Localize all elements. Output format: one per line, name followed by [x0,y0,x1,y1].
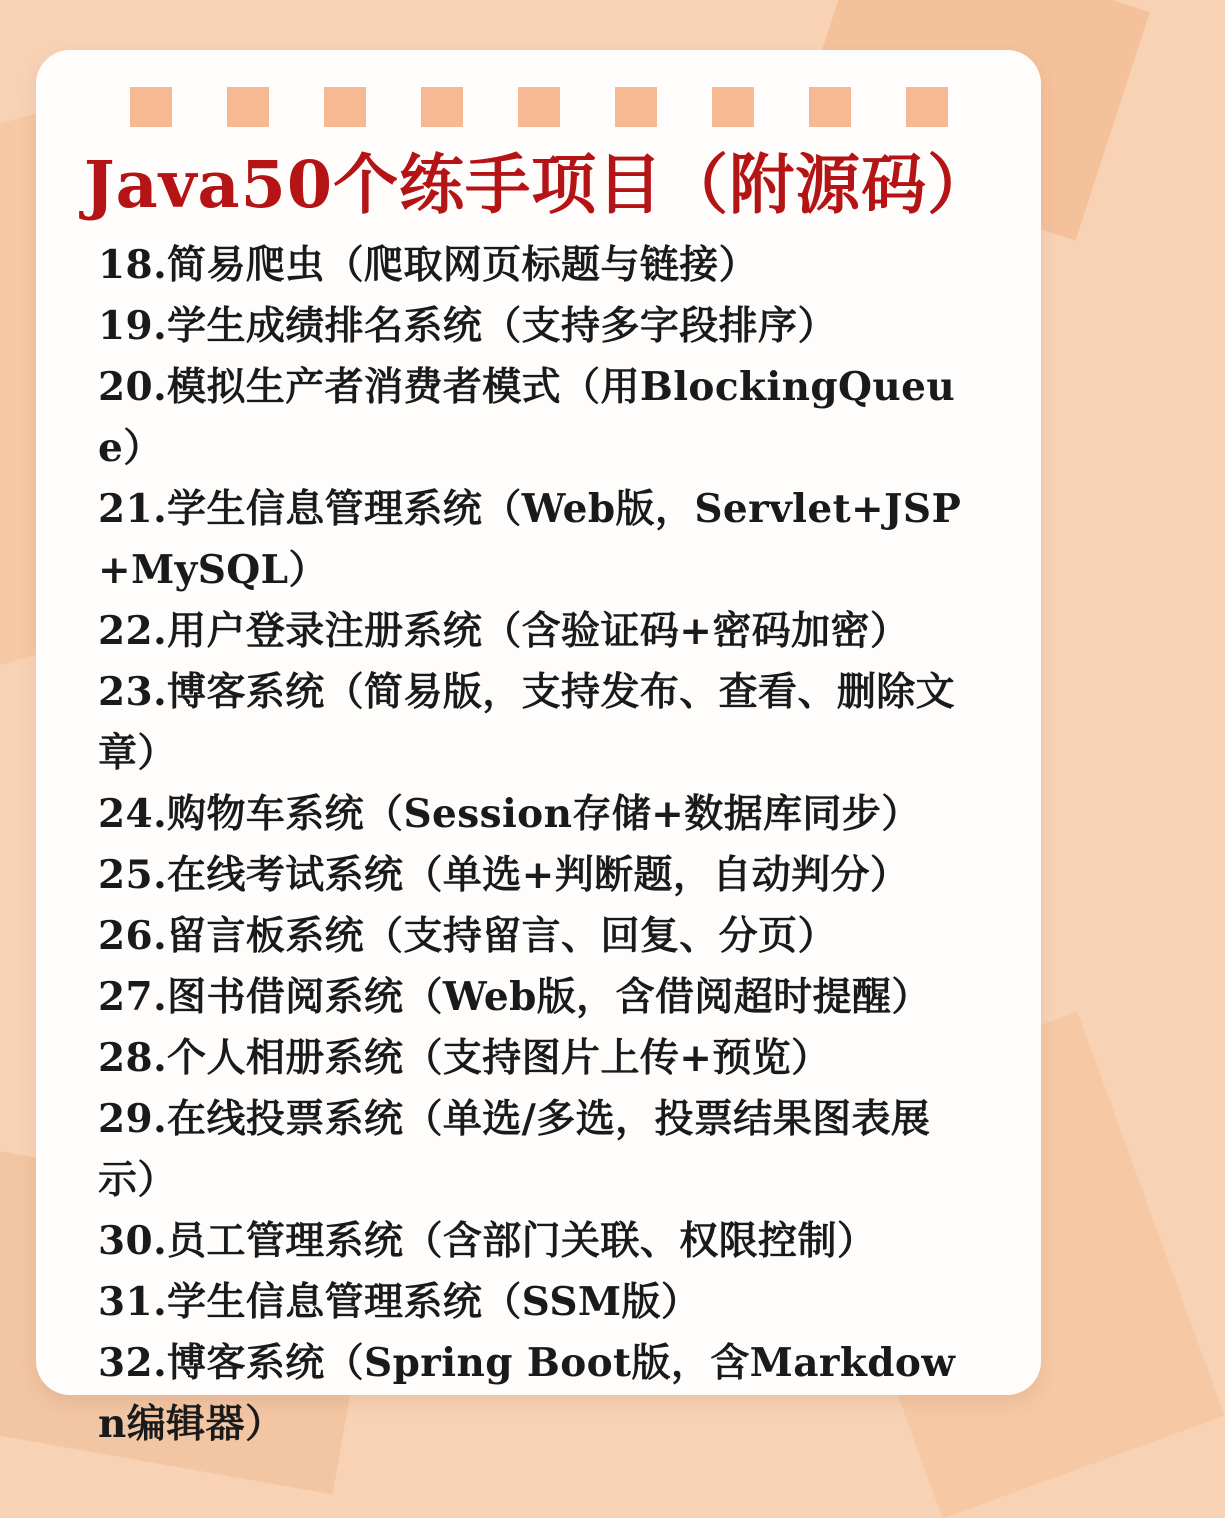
binding-hole [130,87,172,127]
project-item: 29.在线投票系统（单选/多选，投票结果图表展示） [98,1096,931,1203]
project-item: 27.图书借阅系统（Web版，含借阅超时提醒） [98,974,931,1020]
binding-hole [712,87,754,127]
binding-hole [809,87,851,127]
project-item: 21.学生信息管理系统（Web版，Servlet+JSP+MySQL） [98,486,962,593]
page-title: Java50个练手项目（附源码） [83,147,994,223]
binding-hole [324,87,366,127]
project-item: 18.简易爬虫（爬取网页标题与链接） [98,242,759,288]
project-item: 31.学生信息管理系统（SSM版） [98,1279,701,1325]
project-item: 23.博客系统（简易版，支持发布、查看、删除文章） [98,669,956,776]
project-item: 32.博客系统（Spring Boot版，含Markdown编辑器） [98,1340,956,1447]
project-item: 30.员工管理系统（含部门关联、权限控制） [98,1218,877,1264]
binding-hole [518,87,560,127]
project-item: 20.模拟生产者消费者模式（用BlockingQueue） [98,364,956,471]
binding-hole [421,87,463,127]
project-item: 19.学生成绩排名系统（支持多字段排序） [98,303,837,349]
notepad-card [36,50,1041,1447]
binding-hole [615,87,657,127]
binding-holes [130,87,950,129]
project-item: 24.购物车系统（Session存储+数据库同步） [98,791,921,837]
project-item: 25.在线考试系统（单选+判断题，自动判分） [98,852,910,898]
binding-hole [906,87,948,127]
project-item: 26.留言板系统（支持留言、回复、分页） [98,913,837,959]
project-list [98,235,983,1455]
binding-hole [227,87,269,127]
project-item: 28.个人相册系统（支持图片上传+预览） [98,1035,831,1081]
project-item: 22.用户登录注册系统（含验证码+密码加密） [98,608,910,654]
